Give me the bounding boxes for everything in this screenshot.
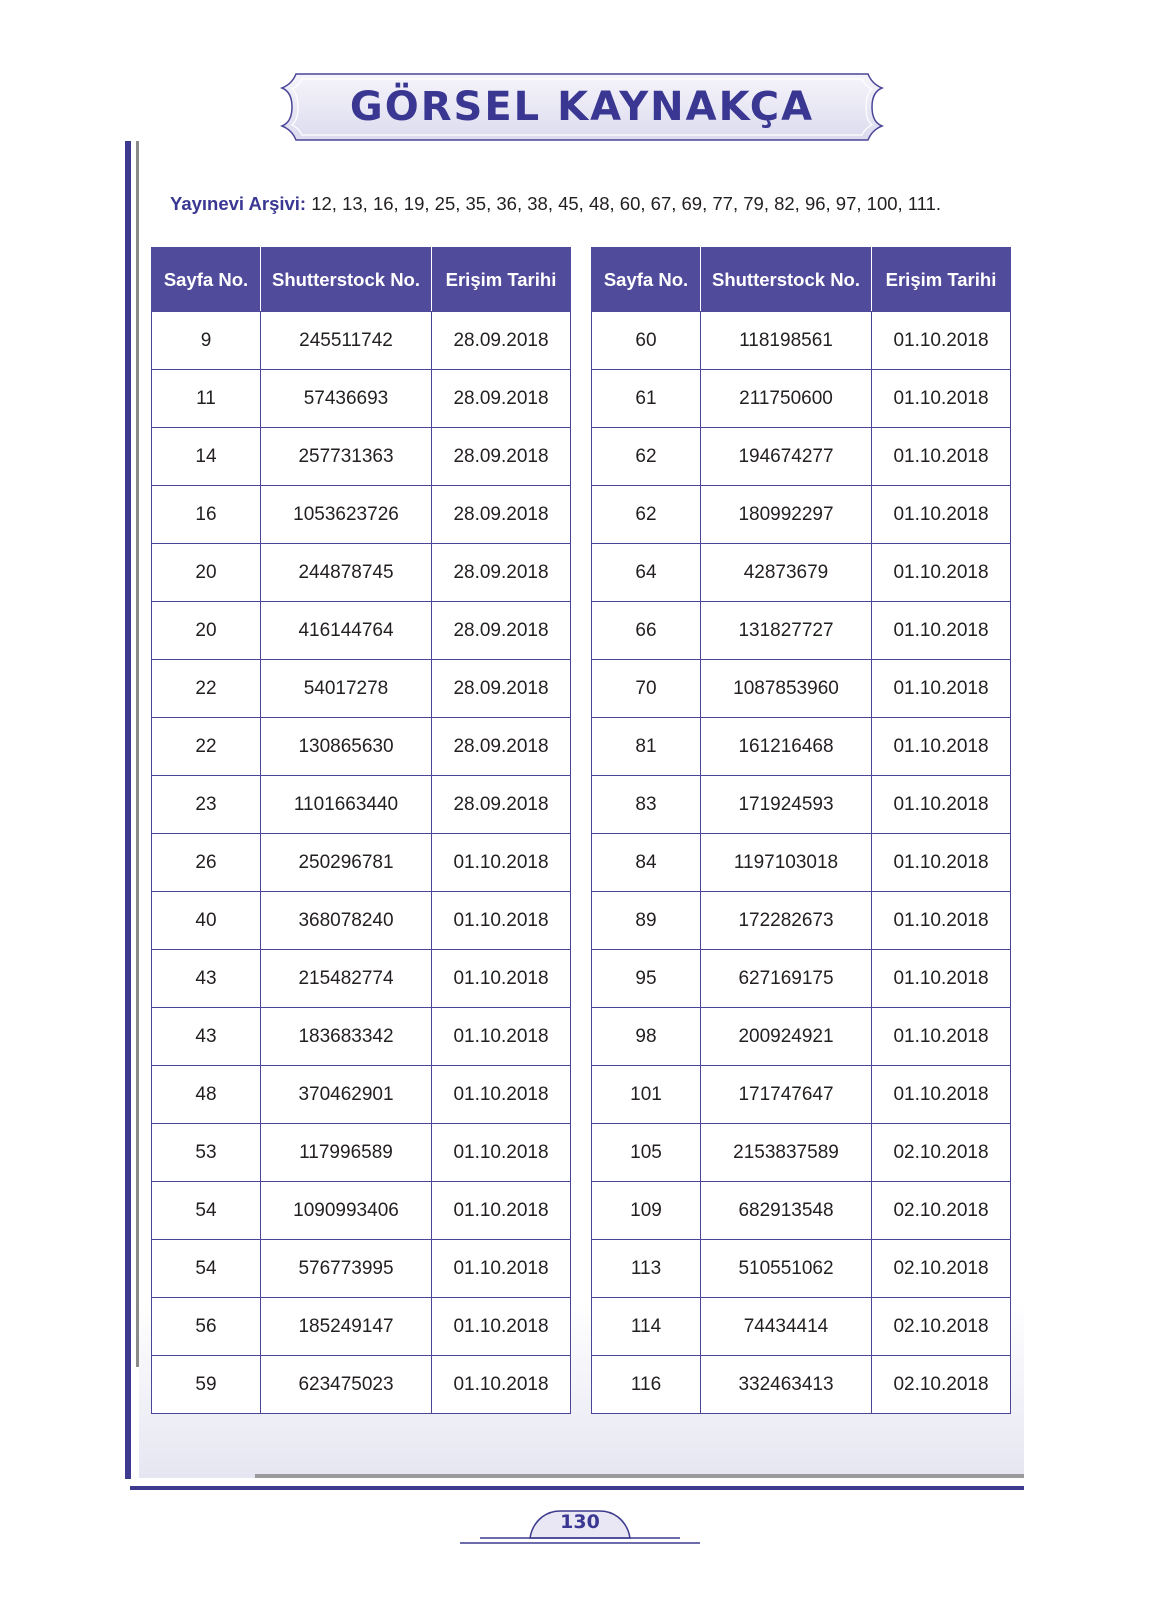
cell-access-date: 01.10.2018 [432,1008,571,1066]
cell-shutterstock-no: 682913548 [701,1182,872,1240]
cell-page-no: 70 [592,660,701,718]
table-row [152,370,571,428]
cell-shutterstock-no: 1197103018 [701,834,872,892]
cell-page-no: 59 [152,1356,261,1414]
cell-access-date: 28.09.2018 [432,370,571,428]
cell-page-no: 20 [152,602,261,660]
cell-page-no: 9 [152,312,261,370]
cell-shutterstock-no: 54017278 [261,660,432,718]
cell-page-no: 22 [152,660,261,718]
cell-shutterstock-no: 180992297 [701,486,872,544]
cell-shutterstock-no: 244878745 [261,544,432,602]
cell-access-date: 01.10.2018 [872,892,1011,950]
table-body-right [592,312,1011,1414]
cell-access-date: 01.10.2018 [872,428,1011,486]
cell-shutterstock-no: 42873679 [701,544,872,602]
cell-shutterstock-no: 118198561 [701,312,872,370]
cell-access-date: 02.10.2018 [872,1182,1011,1240]
header-shutterstock-no: Shutterstock No. [261,248,432,312]
table-row [152,602,571,660]
cell-access-date: 01.10.2018 [872,370,1011,428]
cell-access-date: 01.10.2018 [872,834,1011,892]
cell-shutterstock-no: 131827727 [701,602,872,660]
cell-shutterstock-no: 1090993406 [261,1182,432,1240]
cell-shutterstock-no: 1087853960 [701,660,872,718]
cell-shutterstock-no: 183683342 [261,1008,432,1066]
table-row [592,1124,1011,1182]
header-shutterstock-no: Shutterstock No. [701,248,872,312]
table-row [152,718,571,776]
archive-line [170,193,941,215]
cell-shutterstock-no: 627169175 [701,950,872,1008]
cell-access-date: 01.10.2018 [872,1008,1011,1066]
cell-page-no: 23 [152,776,261,834]
table-row [592,428,1011,486]
table-row [592,1356,1011,1414]
cell-page-no: 16 [152,486,261,544]
cell-page-no: 62 [592,428,701,486]
cell-access-date: 28.09.2018 [432,428,571,486]
cell-page-no: 48 [152,1066,261,1124]
table-row [592,544,1011,602]
cell-access-date: 01.10.2018 [432,1356,571,1414]
cell-page-no: 54 [152,1240,261,1298]
cell-shutterstock-no: 200924921 [701,1008,872,1066]
table-row [152,834,571,892]
cell-access-date: 28.09.2018 [432,544,571,602]
cell-access-date: 01.10.2018 [872,1066,1011,1124]
cell-shutterstock-no: 1101663440 [261,776,432,834]
header-access-date: Erişim Tarihi [872,248,1011,312]
cell-access-date: 01.10.2018 [872,544,1011,602]
cell-page-no: 56 [152,1298,261,1356]
table-row [592,1066,1011,1124]
cell-page-no: 43 [152,950,261,1008]
table-row [592,950,1011,1008]
cell-shutterstock-no: 370462901 [261,1066,432,1124]
cell-shutterstock-no: 172282673 [701,892,872,950]
reference-table-left [151,247,571,1414]
cell-page-no: 60 [592,312,701,370]
page-number: 130 [560,1511,600,1533]
cell-access-date: 28.09.2018 [432,312,571,370]
table-row [592,718,1011,776]
cell-access-date: 01.10.2018 [432,892,571,950]
cell-shutterstock-no: 215482774 [261,950,432,1008]
header-page-no: Sayfa No. [592,248,701,312]
cell-access-date: 01.10.2018 [432,1124,571,1182]
table-header-row [592,248,1011,312]
cell-access-date: 01.10.2018 [872,776,1011,834]
table-header-row [152,248,571,312]
table-row [592,892,1011,950]
header-page-no: Sayfa No. [152,248,261,312]
cell-access-date: 01.10.2018 [432,950,571,1008]
table-row [592,1298,1011,1356]
cell-shutterstock-no: 171924593 [701,776,872,834]
cell-page-no: 105 [592,1124,701,1182]
table-row [152,950,571,1008]
cell-page-no: 109 [592,1182,701,1240]
page-title: GÖRSEL KAYNAKÇA [349,84,815,130]
cell-shutterstock-no: 194674277 [701,428,872,486]
table-row [152,1182,571,1240]
cell-page-no: 116 [592,1356,701,1414]
cell-shutterstock-no: 576773995 [261,1240,432,1298]
cell-page-no: 40 [152,892,261,950]
table-row [592,776,1011,834]
cell-access-date: 01.10.2018 [872,660,1011,718]
left-frame-thin-bar [136,141,139,1367]
cell-access-date: 01.10.2018 [432,834,571,892]
cell-page-no: 14 [152,428,261,486]
table-row [152,1008,571,1066]
cell-page-no: 64 [592,544,701,602]
cell-access-date: 01.10.2018 [872,486,1011,544]
cell-shutterstock-no: 117996589 [261,1124,432,1182]
cell-page-no: 22 [152,718,261,776]
cell-shutterstock-no: 185249147 [261,1298,432,1356]
bottom-gray-rule [255,1474,1024,1478]
cell-shutterstock-no: 510551062 [701,1240,872,1298]
cell-page-no: 62 [592,486,701,544]
cell-page-no: 114 [592,1298,701,1356]
cell-page-no: 11 [152,370,261,428]
cell-shutterstock-no: 416144764 [261,602,432,660]
cell-access-date: 01.10.2018 [432,1182,571,1240]
cell-access-date: 02.10.2018 [872,1240,1011,1298]
table-row [592,834,1011,892]
cell-shutterstock-no: 250296781 [261,834,432,892]
cell-shutterstock-no: 171747647 [701,1066,872,1124]
cell-shutterstock-no: 257731363 [261,428,432,486]
cell-shutterstock-no: 74434414 [701,1298,872,1356]
cell-access-date: 01.10.2018 [872,950,1011,1008]
cell-page-no: 61 [592,370,701,428]
cell-page-no: 83 [592,776,701,834]
cell-shutterstock-no: 161216468 [701,718,872,776]
cell-shutterstock-no: 211750600 [701,370,872,428]
cell-page-no: 81 [592,718,701,776]
table-row [152,776,571,834]
reference-table-right [591,247,1011,1414]
cell-page-no: 66 [592,602,701,660]
cell-access-date: 02.10.2018 [872,1298,1011,1356]
table-row [152,1356,571,1414]
cell-shutterstock-no: 623475023 [261,1356,432,1414]
cell-shutterstock-no: 57436693 [261,370,432,428]
cell-access-date: 28.09.2018 [432,602,571,660]
table-body-left [152,312,571,1414]
page-number-footer [460,1505,700,1545]
cell-access-date: 01.10.2018 [872,312,1011,370]
table-row [592,660,1011,718]
table-row [152,428,571,486]
cell-page-no: 54 [152,1182,261,1240]
cell-page-no: 89 [592,892,701,950]
cell-shutterstock-no: 245511742 [261,312,432,370]
cell-access-date: 28.09.2018 [432,718,571,776]
title-banner [276,72,888,142]
cell-access-date: 01.10.2018 [432,1240,571,1298]
cell-access-date: 28.09.2018 [432,486,571,544]
bottom-blue-rule [130,1486,1024,1490]
table-row [592,1182,1011,1240]
cell-page-no: 26 [152,834,261,892]
cell-page-no: 101 [592,1066,701,1124]
table-row [592,486,1011,544]
cell-page-no: 20 [152,544,261,602]
table-row [152,486,571,544]
table-row [592,1240,1011,1298]
cell-access-date: 01.10.2018 [872,718,1011,776]
cell-shutterstock-no: 130865630 [261,718,432,776]
cell-shutterstock-no: 2153837589 [701,1124,872,1182]
cell-access-date: 28.09.2018 [432,776,571,834]
cell-access-date: 01.10.2018 [432,1066,571,1124]
table-row [152,1240,571,1298]
cell-page-no: 95 [592,950,701,1008]
cell-access-date: 01.10.2018 [432,1298,571,1356]
left-frame-bar [125,141,131,1479]
table-row [592,370,1011,428]
cell-page-no: 98 [592,1008,701,1066]
cell-page-no: 113 [592,1240,701,1298]
cell-access-date: 28.09.2018 [432,660,571,718]
table-row [592,312,1011,370]
table-row [152,1124,571,1182]
cell-page-no: 53 [152,1124,261,1182]
table-row [152,892,571,950]
cell-shutterstock-no: 1053623726 [261,486,432,544]
cell-access-date: 01.10.2018 [872,602,1011,660]
cell-page-no: 43 [152,1008,261,1066]
cell-access-date: 02.10.2018 [872,1356,1011,1414]
cell-shutterstock-no: 368078240 [261,892,432,950]
table-row [152,660,571,718]
cell-page-no: 84 [592,834,701,892]
archive-pages: 12, 13, 16, 19, 25, 35, 36, 38, 45, 48, 60, 67, 69, 77, 79, 82, 96, 97, 100, 111. [311,193,942,214]
archive-label: Yayınevi Arşivi: [170,193,307,214]
table-row [592,1008,1011,1066]
cell-shutterstock-no: 332463413 [701,1356,872,1414]
table-row [152,544,571,602]
table-row [152,1066,571,1124]
cell-access-date: 02.10.2018 [872,1124,1011,1182]
header-access-date: Erişim Tarihi [432,248,571,312]
table-row [152,312,571,370]
table-row [152,1298,571,1356]
table-row [592,602,1011,660]
